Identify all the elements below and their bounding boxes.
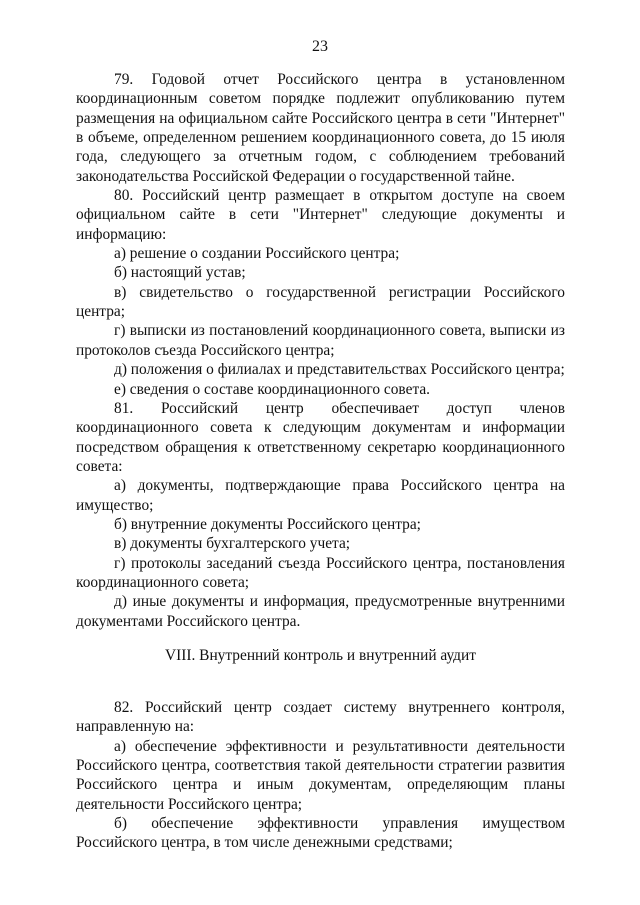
list-item-80-a: а) решение о создании Российского центра; — [114, 245, 400, 263]
list-item-80-d: д) положения о филиалах и представительствах Российского центра; — [114, 361, 565, 379]
page-number: 23 — [312, 38, 328, 55]
list-item-82-b: б) обеспечение эффективности управления имуществом Российского центра, в том числе денежными средствами; — [76, 815, 565, 852]
list-item-80-g: г) выписки из постановлений координационного совета, выписки из протоколов съезда Российского центра; — [76, 322, 565, 359]
paragraph-81: 81. Российский центр обеспечивает доступ членов координационного совета к следующим документам и информации посредством обращения к ответственному секретарю координационного совета: — [76, 399, 565, 475]
paragraph-82: 82. Российский центр создает систему внутреннего контроля, направленную на: — [76, 698, 565, 736]
document-body — [76, 70, 565, 853]
list-item-82-a: а) обеспечение эффективности и результативности деятельности Российского центра, соответствия такой деятельности стратегии развития Российского центра и иным документам, определяющим планы деятельности Российского центра; — [76, 737, 565, 813]
list-item-81-a: а) документы, подтверждающие права Российского центра на имущество; — [76, 477, 565, 514]
list-item-80-b: б) настоящий устав; — [114, 264, 246, 282]
section-heading: VIII. Внутренний контроль и внутренний аудит — [165, 646, 476, 664]
paragraph-80: 80. Российский центр размещает в открытом доступе на своем официальном сайте в сети "Интернет" следующие документы и информацию: — [76, 187, 565, 243]
list-item-80-v: в) свидетельство о государственной регистрации Российского центра; — [76, 283, 565, 321]
paragraph-79: 79. Годовой отчет Российского центра в установленном координационным советом порядке подлежит опубликованию путем размещения на официальном сайте Российского центра в сети "Интернет" в объеме, определенном решением координационного совета, до 15 июля года, следующего за отчетным годом, с соблюдением требований законодательства Российской Федерации о государственной тайне. — [76, 71, 565, 185]
list-item-81-g: г) протоколы заседаний съезда Российского центра, постановления координационного совета; — [76, 554, 565, 591]
list-item-81-b: б) внутренние документы Российского центра; — [114, 515, 421, 533]
list-item-80-e: е) сведения о составе координационного совета. — [114, 380, 431, 398]
list-item-81-d: д) иные документы и информация, предусмотренные внутренними документами Российского центра. — [76, 593, 565, 630]
list-item-81-v: в) документы бухгалтерского учета; — [114, 535, 351, 553]
